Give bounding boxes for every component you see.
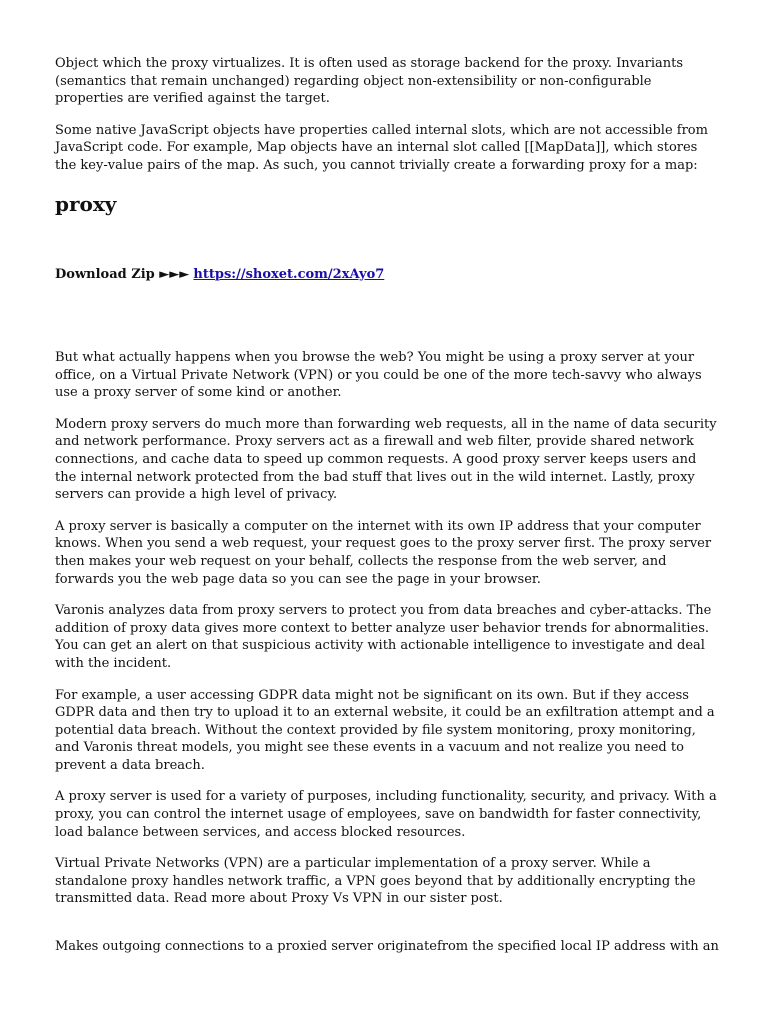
section-heading: proxy [55, 191, 117, 216]
body-text [55, 349, 720, 970]
body-paragraph-6: A proxy server is used for a variety of purposes, including functionality, security, and privacy. With a proxy, you can control the internet usage of employees, save on bandwidth for faster connectivity, load balance between services, and access blocked resources. [55, 789, 717, 840]
body-paragraph-1: But what actually happens when you browse the web? You might be using a proxy server at your office, on a Virtual Private Network (VPN) or you could be one of the more tech-savvy who always use a proxy server of some kind or another. [55, 350, 702, 401]
download-label: Download Zip ►►► [55, 267, 190, 282]
body-paragraph-5: For example, a user accessing GDPR data might not be significant on its own. But if they access GDPR data and then try to upload it to an external website, it could be an exfiltration attempt and a potential data breach. Without the context provided by file system monitoring, proxy monitoring, and Varonis threat models, you might see these events in a vacuum and not realize you need to prevent a data breach. [55, 687, 715, 773]
download-line [55, 266, 384, 284]
body-paragraph-8: Makes outgoing connections to a proxied server originatefrom the specified local IP address with an [55, 939, 719, 955]
body-paragraph-2: Modern proxy servers do much more than forwarding web requests, all in the name of data security and network performance. Proxy servers act as a firewall and web filter, provide shared network connections, and cache data to speed up common requests. A good proxy server keeps users and the internal network protected from the bad stuff that lives out in the wild internet. Lastly, proxy servers can provide a high level of privacy. [55, 416, 717, 503]
download-link[interactable]: https://shoxet.com/2xAyo7 [193, 267, 385, 282]
body-paragraph-3: A proxy server is basically a computer on the internet with its own IP address that your computer knows. When you send a web request, your request goes to the proxy server first. The proxy server then makes your web request on your behalf, collects the response from the web server, and forwards you the web page data so you can see the page in your browser. [55, 518, 712, 587]
intro-paragraph-1: Object which the proxy virtualizes. It is often used as storage backend for the proxy. Invariants (semantics that remain unchanged) regarding object non-extensibility or non-configurable properties are verified against the target. [55, 56, 684, 107]
body-paragraph-4: Varonis analyzes data from proxy servers to protect you from data breaches and cyber-attacks. The addition of proxy data gives more context to better analyze user behavior trends for abnormalities. You can get an alert on that suspicious activity with actionable intelligence to investigate and deal with the incident. [55, 603, 712, 671]
document-page [55, 55, 720, 955]
intro-paragraph-2: Some native JavaScript objects have properties called internal slots, which are not accessible from JavaScript code. For example, Map objects have an internal slot called [[MapData]], which stores the key-value pairs of the map. As such, you cannot trivially create a forwarding proxy for a map: [55, 122, 708, 173]
body-paragraph-7: Virtual Private Networks (VPN) are a particular implementation of a proxy server. While a standalone proxy handles network traffic, a VPN goes beyond that by additionally encrypting the transmitted data. Read more about Proxy Vs VPN in our sister post. [55, 856, 696, 907]
